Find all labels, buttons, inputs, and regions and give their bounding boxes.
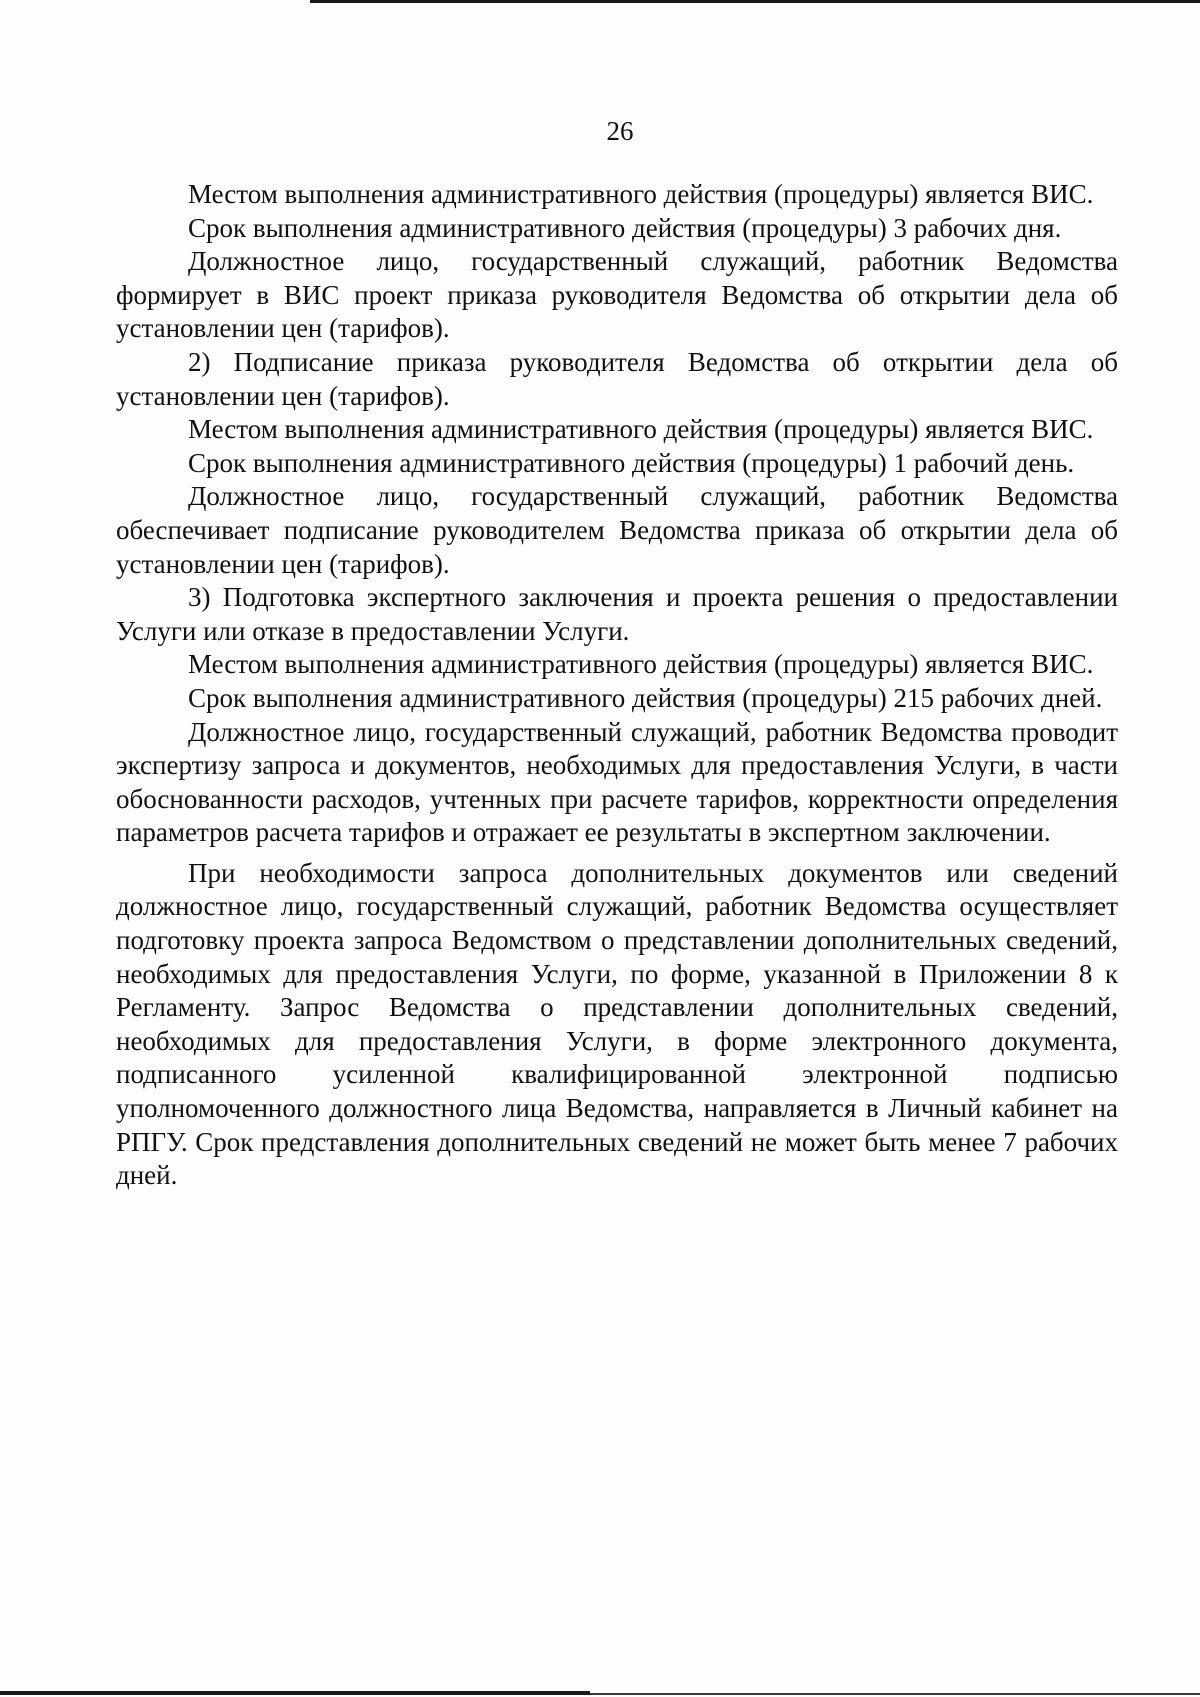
paragraph: Должностное лицо, государственный служащий, работник Ведомства проводит экспертизу запроса и документов, необходимых для предоставления Услуги, в части обоснованности расходов, учтенных при расчете тарифов, корректности определения параметров расчета тарифов и отражает ее результаты в экспертном заключении.: [116, 716, 1118, 848]
scan-edge-bottom-right: [590, 1693, 1200, 1695]
paragraph: При необходимости запроса дополнительных документов или сведений должностное лицо, государственный служащий, работник Ведомства осуществляет подготовку проекта запроса Ведомством о представлении дополнительных сведений, необходимых для предоставления Услуги, по форме, указанной в Приложении 8 к Регламенту. Запрос Ведомства о представлении дополнительных сведений, необходимых для предоставления Услуги, в форме электронного документа, подписанного усиленной квалифицированной электронной подписью уполномоченного должностного лица Ведомства, направляется в Личный кабинет на РПГУ. Срок представления дополнительных сведений не может быть менее 7 рабочих дней.: [116, 857, 1118, 1191]
paragraph: Должностное лицо, государственный служащий, работник Ведомства формирует в ВИС проект приказа руководителя Ведомства об открытии дела об установлении цен (тарифов).: [116, 246, 1118, 344]
paragraph: Срок выполнения административного действия (процедуры) 215 рабочих дней.: [188, 682, 1103, 713]
paragraph: 2) Подписание приказа руководителя Ведомства об открытии дела об установлении цен (тарифов).: [116, 346, 1118, 411]
paragraph: Срок выполнения административного действия (процедуры) 1 рабочий день.: [188, 447, 1075, 478]
paragraph: Срок выполнения административного действия (процедуры) 3 рабочих дня.: [188, 212, 1062, 243]
page-number: 26: [606, 116, 634, 146]
paragraph: 3) Подготовка экспертного заключения и проекта решения о предоставлении Услуги или отказе в предоставлении Услуги.: [116, 582, 1118, 646]
paragraph: Местом выполнения административного действия (процедуры) является ВИС.: [188, 414, 1094, 445]
scan-edge-bottom: [0, 1691, 590, 1695]
paragraph: Местом выполнения административного действия (процедуры) является ВИС.: [188, 649, 1094, 680]
paragraph: Местом выполнения административного действия (процедуры) является ВИС.: [188, 179, 1094, 209]
document-body: [116, 178, 1118, 1193]
scan-edge-top: [310, 0, 1200, 3]
paragraph: Должностное лицо, государственный служащий, работник Ведомства обеспечивает подписание руководителем Ведомства приказа об открытии дела об установлении цен (тарифов).: [116, 481, 1118, 579]
